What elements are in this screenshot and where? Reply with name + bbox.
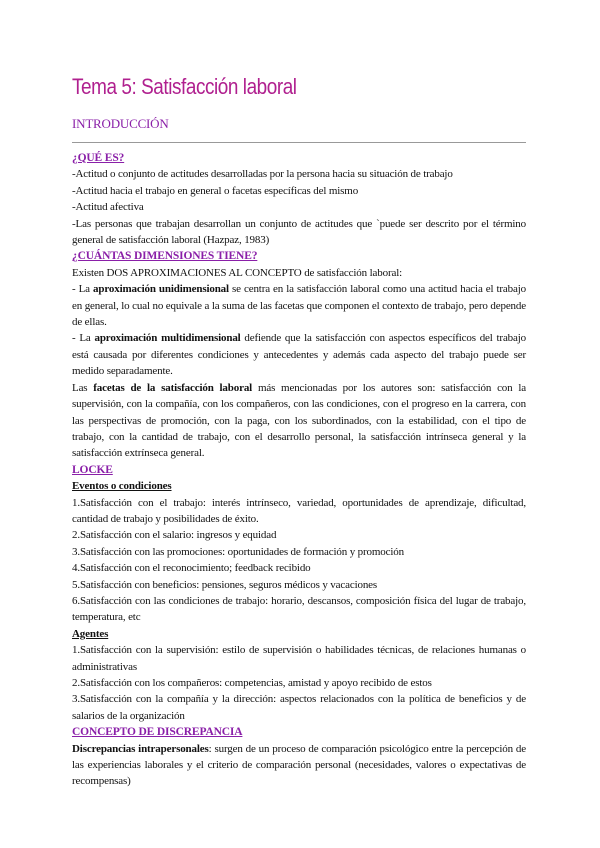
text-line: -Actitud hacia el trabajo en general o facetas específicas del mismo [72,184,359,197]
subheading-agentes: Agentes [72,627,109,640]
text-span: defiende que la satisfacción con aspectos específicos del trabajo está causada por diferentes condiciones y antecedentes y además cada aspecto del trabajo puede ser medido separadamente. [72,332,527,378]
page-title: Tema 5: Satisfacción laboral [72,74,297,99]
text-span: Las [72,381,94,394]
text-span: - La [72,283,94,296]
bold-term: aproximación multidimensional [94,332,241,345]
heading-que-es: ¿QUÉ ES? [72,152,125,164]
heading-locke: LOCKE [72,463,113,476]
text-line: -Actitud afectiva [72,201,144,214]
text-line: Existen DOS APROXIMACIONES AL CONCEPTO de satisfacción laboral: [72,266,403,279]
list-item: 1.Satisfacción con la supervisión: estilo de supervisión o habilidades técnicas, de relaciones humanas o administrativas [72,644,526,673]
heading-dimensiones: ¿CUÁNTAS DIMENSIONES TIENE? [72,250,258,263]
text-span: 1.Satisfacción con el trabajo: interés intrínseco, variedad, oportunidades de aprendizaje, dificultad, cantidad de trabajo y posibilidades de éxito. [72,496,526,525]
list-item: 2.Satisfacción con el salario: ingresos y equidad [72,529,277,542]
document-body [72,150,526,790]
paragraph-facetas [72,380,526,462]
subheading-eventos: Eventos o condiciones [72,480,172,493]
list-item: 6.Satisfacción con las condiciones de trabajo: horario, descansos, composición física del lugar de trabajo, temperatura, etc [72,594,526,624]
bold-term: facetas de la satisfacción laboral [93,381,253,394]
bold-term: Discrepancias intrapersonales [72,742,209,755]
text-line: -Actitud o conjunto de actitudes desarrolladas por la persona hacia su situación de trabajo [72,168,453,181]
text-span: : surgen de un proceso de comparación psicológico entre la percepción de las experiencias laborales y el criterio de comparación personal (necesidades, valores o expectativas de recompensas) [72,742,526,788]
list-item [72,495,526,528]
heading-discrepancia: CONCEPTO DE DISCREPANCIA [72,726,243,739]
text-span: más mencionadas por los autores son: satisfacción con la supervisión, con la compañía, con los compañeros, con las condiciones, con el progreso en la carrera, con las perspectivas de promoción, con la paga, con los subordinados, con la estabilidad, con el tipo de trabajo, con la cantidad de trabajo, con el desarrollo personal, la satisfacción intrínseca general y la satisfacción extrínseca general. [72,381,526,460]
bold-term: aproximación unidimensional [93,283,229,296]
paragraph-discrepancias [72,741,526,790]
list-item: 3.Satisfacción con la compañía y la dirección: aspectos relacionados con la política de beneficios y de salarios de la organización [72,693,526,722]
list-item: 2.Satisfacción con los compañeros: competencias, amistad y apoyo recibido de estos [72,677,432,689]
text-paragraph: -Las personas que trabajan desarrollan un conjunto de actitudes que `puede ser descrito por el término general de satisfacción laboral (Hazpaz, 1983) [72,217,526,247]
text-span: se centra en la satisfacción laboral como una actitud hacia el trabajo en general, lo cual no equivale a la suma de las facetas que componen el contexto de trabajo, pero depende de ellas. [72,283,526,329]
paragraph-multidimensional [72,330,526,379]
text-span: - La [72,332,95,345]
section-introduccion: INTRODUCCIÓN [72,116,169,131]
horizontal-rule [72,142,526,143]
list-item: 4.Satisfacción con el reconocimiento; feedback recibido [72,562,311,575]
list-item: 5.Satisfacción con beneficios: pensiones, seguros médicos y vacaciones [72,578,378,591]
paragraph-unidimensional [72,281,526,330]
list-item: 3.Satisfacción con las promociones: oportunidades de formación y promoción [72,545,404,558]
